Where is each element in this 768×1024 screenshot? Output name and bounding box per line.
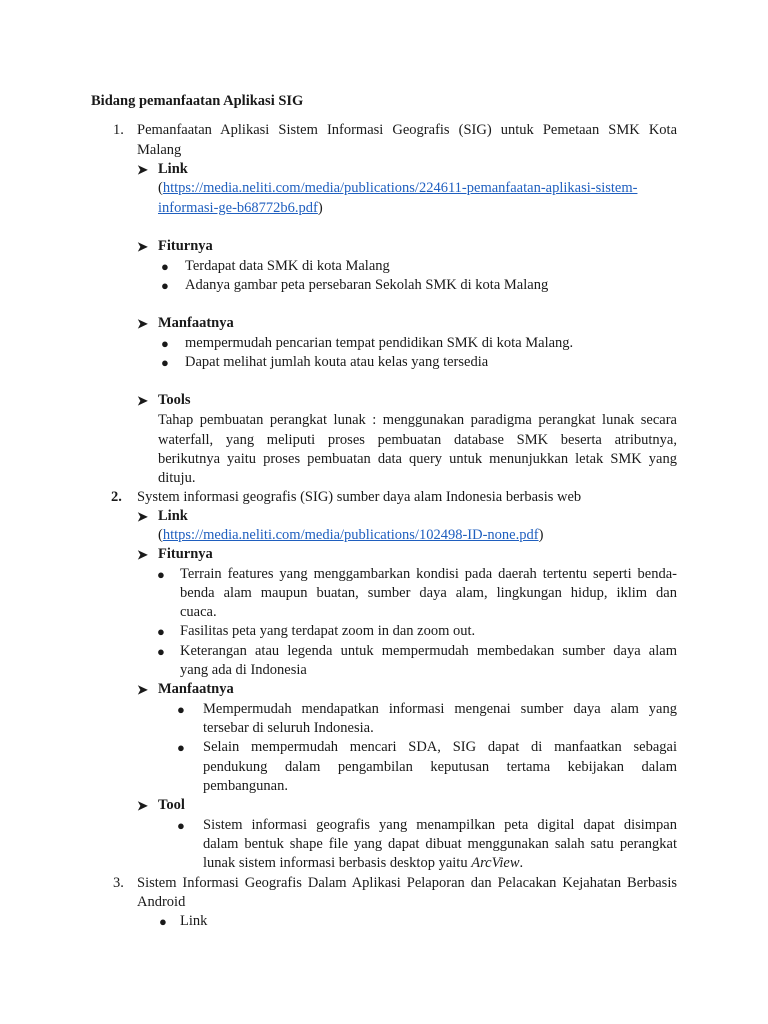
link-line [158, 199, 323, 218]
publication-link[interactable]: informasi-ge-b68772b6.pdf [158, 200, 318, 216]
bullet-icon: ● [161, 355, 169, 370]
arrow-bullet-icon: ➤ [137, 509, 148, 524]
list-item: benda alam maupun buatan, sumber daya alam, lingkungan hidup, iklim dan [180, 585, 677, 601]
list-item [203, 854, 523, 873]
list-item: Fasilitas peta yang terdapat zoom in dan zoom out. [180, 623, 476, 639]
manfaat-label: Manfaatnya [158, 315, 234, 331]
bullet-icon: ● [157, 644, 165, 659]
list-item: Terrain features yang menggambarkan kondisi pada daerah tertentu seperti benda- [180, 566, 677, 582]
arrow-bullet-icon: ➤ [137, 682, 148, 697]
fitur-label: Fiturnya [158, 238, 213, 254]
paragraph-line: berikutnya yaitu proses pembuatan data query untuk menunjukkan letak SMK yang [158, 451, 677, 467]
link-line [158, 526, 543, 545]
bullet-icon: ● [161, 278, 169, 293]
tools-label: Tools [158, 392, 191, 408]
paren: ( [158, 527, 163, 543]
list-number: 2. [111, 489, 122, 505]
section-heading: Malang [137, 142, 182, 158]
paren: ( [158, 180, 163, 196]
list-item: mempermudah pencarian tempat pendidikan SMK di kota Malang. [185, 335, 574, 351]
list-number: 1. [113, 122, 124, 138]
arrow-bullet-icon: ➤ [137, 393, 148, 408]
text: lunak sistem informasi berbasis desktop yaitu [203, 855, 472, 871]
arrow-bullet-icon: ➤ [137, 316, 148, 331]
bullet-icon: ● [157, 624, 165, 639]
publication-link[interactable]: https://media.neliti.com/media/publications/224611-pemanfaatan-aplikasi-sistem- [162, 180, 638, 196]
list-item: Dapat melihat jumlah kouta atau kelas yang tersedia [185, 354, 489, 370]
bullet-icon: ● [157, 567, 165, 582]
bullet-icon: ● [177, 702, 185, 717]
paren: ) [317, 200, 323, 216]
document-title: Bidang pemanfaatan Aplikasi SIG [91, 93, 304, 109]
section-heading: System informasi geografis (SIG) sumber daya alam Indonesia berbasis web [137, 489, 582, 505]
software-name: ArcView [471, 855, 520, 871]
list-item: yang ada di Indonesia [180, 662, 307, 678]
link-label: Link [158, 508, 188, 524]
list-item: Sistem informasi geografis yang menampilkan peta digital dapat disimpan [203, 817, 677, 833]
bullet-icon: ● [161, 336, 169, 351]
paragraph-line: Tahap pembuatan perangkat lunak : menggunakan paradigma perangkat lunak secara [158, 412, 677, 428]
tool-label: Tool [158, 797, 185, 813]
bullet-icon: ● [159, 914, 167, 929]
paragraph-line: dituju. [158, 470, 196, 486]
list-item: Mempermudah mendapatkan informasi mengenai sumber daya alam yang [203, 701, 677, 717]
list-item: pembangunan. [203, 778, 288, 794]
section-heading: Pemanfaatan Aplikasi Sistem Informasi Geografis (SIG) untuk Pemetaan SMK Kota [137, 122, 677, 138]
paren: ) [538, 527, 544, 543]
list-item: cuaca. [180, 604, 217, 620]
paragraph-line: waterfall, yang meliputi proses pembuatan database SMK beserta atributnya, [158, 432, 677, 448]
list-item: dalam bentuk shape file yang dapat dibuat menggunakan salah satu perangkat [203, 836, 677, 852]
arrow-bullet-icon: ➤ [137, 162, 148, 177]
section-heading: Android [137, 894, 186, 910]
list-item: Keterangan atau legenda untuk mempermudah membedakan sumber daya alam [180, 643, 677, 659]
link-label: Link [158, 161, 188, 177]
list-item: Selain mempermudah mencari SDA, SIG dapat di manfaatkan sebagai [203, 739, 677, 755]
section-heading: Sistem Informasi Geografis Dalam Aplikasi Pelaporan dan Pelacakan Kejahatan Berbasis [137, 875, 677, 891]
list-item: Adanya gambar peta persebaran Sekolah SMK di kota Malang [185, 277, 549, 293]
manfaat-label: Manfaatnya [158, 681, 234, 697]
arrow-bullet-icon: ➤ [137, 239, 148, 254]
bullet-icon: ● [161, 259, 169, 274]
list-item: tersebar di seluruh Indonesia. [203, 720, 374, 736]
text: . [519, 855, 524, 871]
link-line [158, 179, 637, 198]
list-number: 3. [113, 875, 124, 891]
bullet-icon: ● [177, 818, 185, 833]
list-item: pendukung dalam pengambilan keputusan tertama kebijakan dalam [203, 759, 677, 775]
publication-link[interactable]: https://media.neliti.com/media/publications/102498-ID-none.pdf [162, 527, 539, 543]
list-item: Terdapat data SMK di kota Malang [185, 258, 390, 274]
arrow-bullet-icon: ➤ [137, 798, 148, 813]
bullet-icon: ● [177, 740, 185, 755]
fitur-label: Fiturnya [158, 546, 213, 562]
arrow-bullet-icon: ➤ [137, 547, 148, 562]
link-label: Link [180, 913, 208, 929]
